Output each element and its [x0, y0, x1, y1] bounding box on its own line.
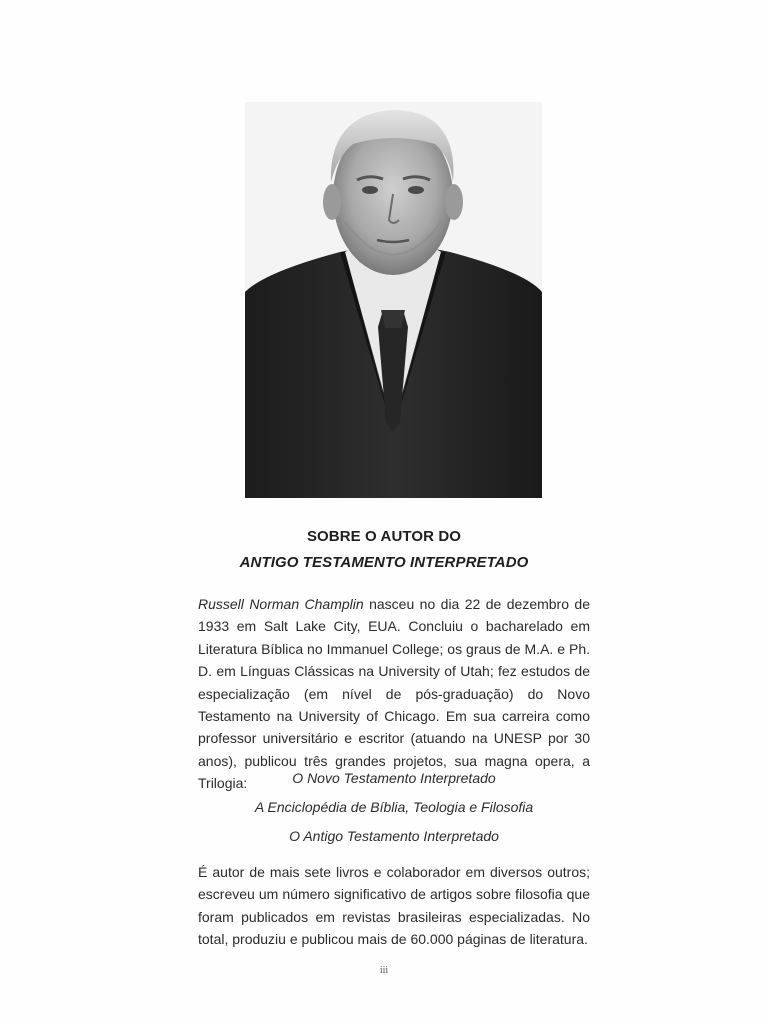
section-heading-line1: SOBRE O AUTOR DO [306, 528, 462, 545]
author-portrait-photo [245, 102, 542, 498]
work-title: A Enciclopédia de Bíblia, Teologia e Filosofia [254, 799, 534, 815]
section-heading-line2: ANTIGO TESTAMENTO INTERPRETADO [239, 554, 529, 571]
work-title: O Novo Testamento Interpretado [292, 770, 496, 786]
work-title: O Antigo Testamento Interpretado [289, 828, 499, 844]
biography-paragraph-1-text: nasceu no dia 22 de dezembro de 1933 em Salt Lake City, EUA. Concluiu o bacharelado em Literatura Bíblica no Immanuel College; os graus de M.A. e Ph. D. em Línguas Clássicas na University of Utah; fez estudos de especialização (em nível de pós-graduação) do Novo Testamento na University of Chicago. Em sua carreira como professor universitário e escritor (atuando na UNESP por 30 anos), publicou três grandes projetos, sua magna opera, a Trilogia: [198, 596, 590, 792]
biography-paragraph-2: É autor de mais sete livros e colaborador em diversos outros; escreveu um número significativo de artigos sobre filosofia que foram publicados em revistas brasileiras especializadas. No total, produziu e publicou mais de 60.000 páginas de literatura. [198, 864, 590, 948]
page-number: iii [379, 965, 389, 976]
portrait-image [245, 102, 542, 498]
author-name: Russell Norman Champlin [198, 596, 364, 612]
trilogy-works-list [198, 764, 590, 851]
